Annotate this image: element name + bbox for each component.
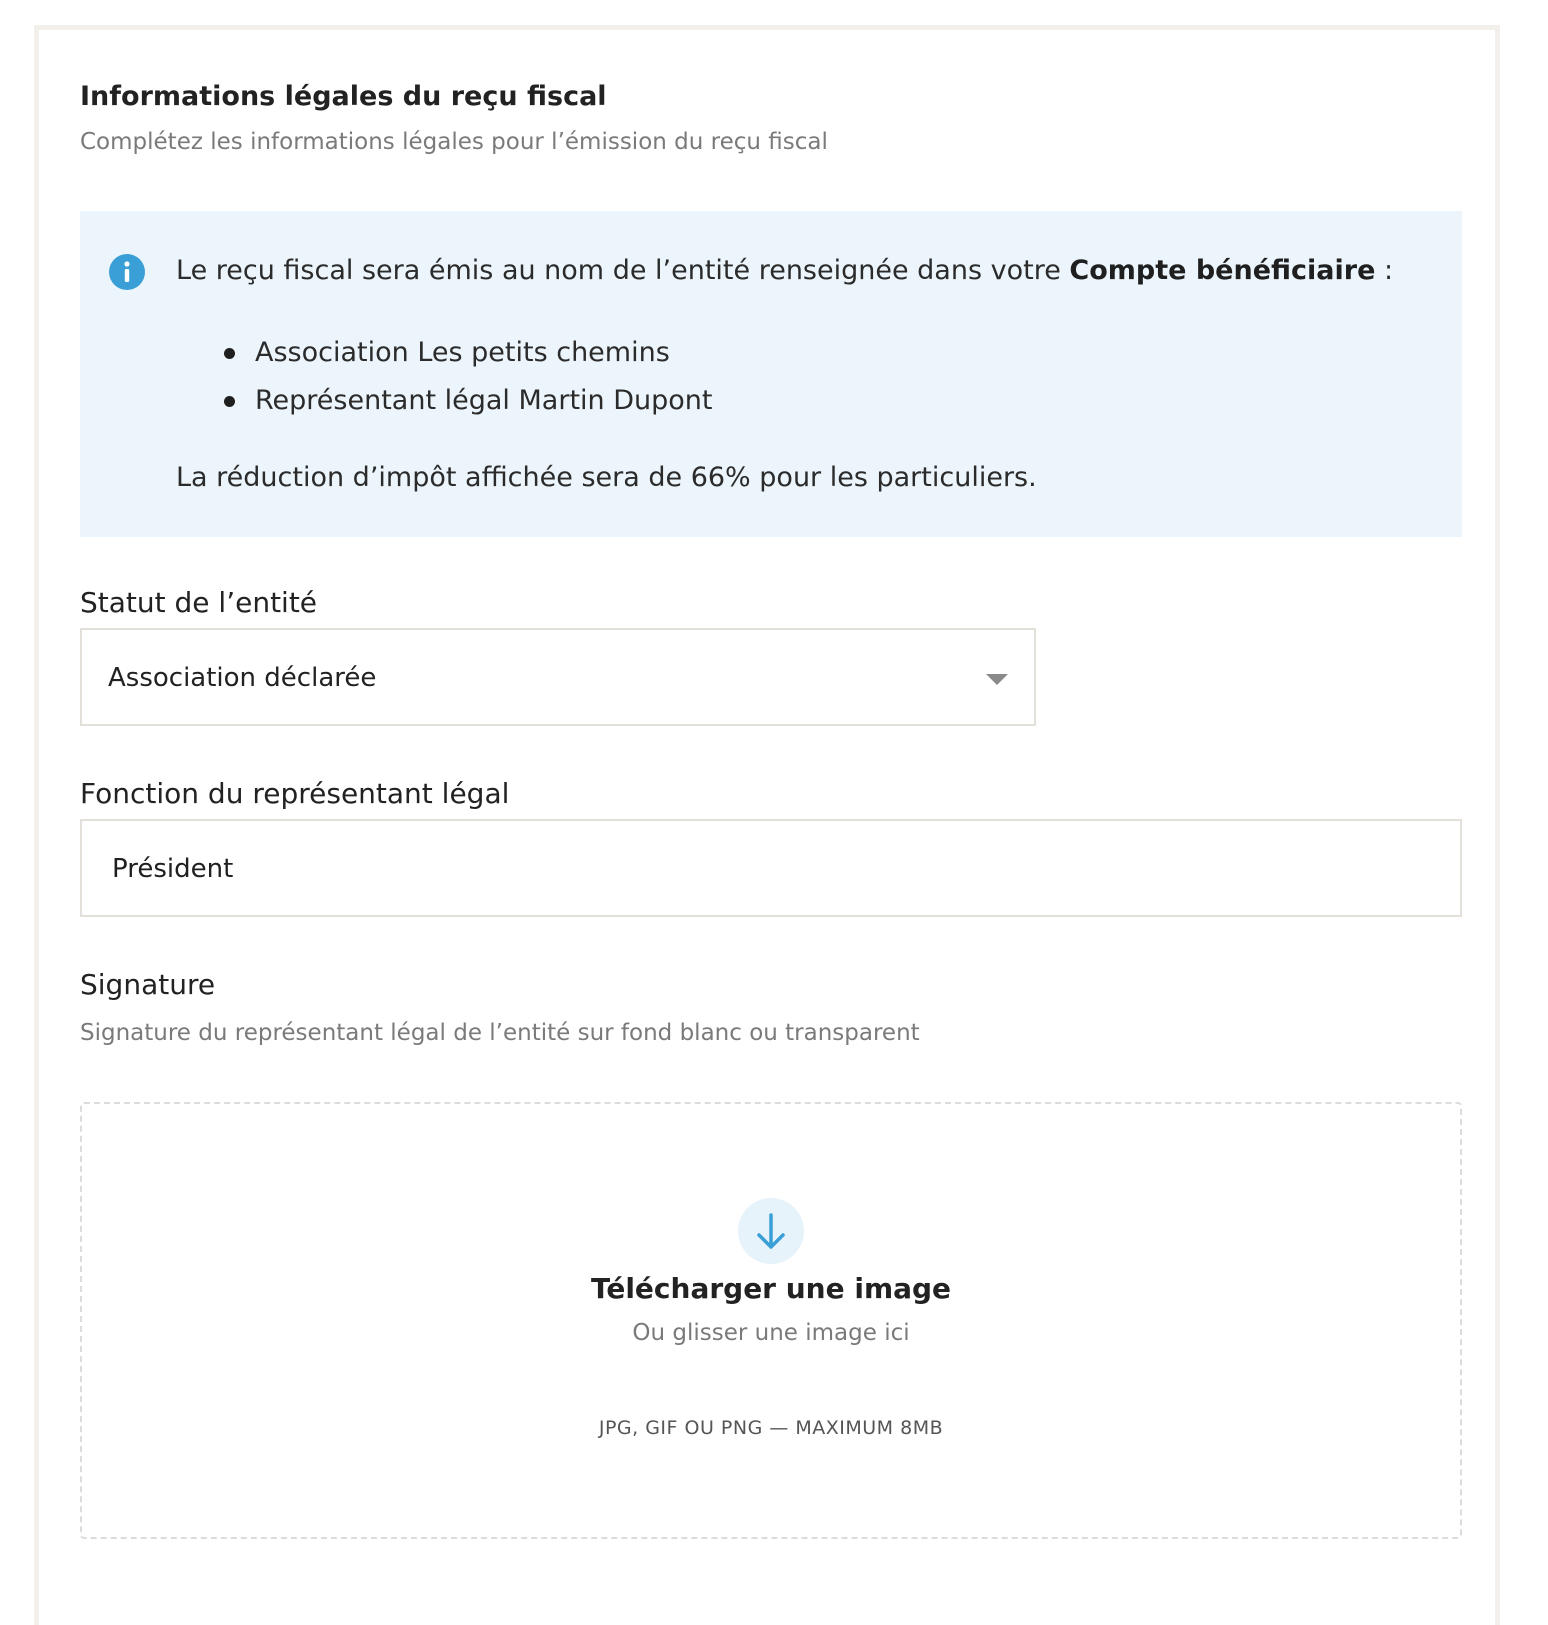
legal-rep-function-input[interactable] xyxy=(80,819,1462,917)
legal-rep-function-value: Président xyxy=(112,854,234,884)
signature-hint: Signature du représentant légal de l’entité sur fond blanc ou transparent xyxy=(80,1020,920,1046)
arrow-down-icon xyxy=(738,1198,804,1264)
list-item xyxy=(255,329,712,377)
list-item xyxy=(255,377,712,425)
info-intro-text: Le reçu fiscal sera émis au nom de l’entité renseignée dans votre xyxy=(176,255,1070,286)
upload-drag-hint: Ou glisser une image ici xyxy=(632,1320,910,1346)
info-intro xyxy=(176,255,1393,286)
tax-reduction-note: La réduction d’impôt affichée sera de 66% pour les particuliers. xyxy=(176,462,1037,493)
upload-constraints: JPG, GIF OU PNG — MAXIMUM 8MB xyxy=(598,1417,944,1439)
list-item-text: Représentant légal Martin Dupont xyxy=(255,385,713,416)
bullet-icon xyxy=(224,348,235,359)
upload-image-link[interactable]: Télécharger une image xyxy=(590,1272,952,1305)
section-subtitle: Complétez les informations légales pour l’émission du reçu fiscal xyxy=(80,129,828,155)
beneficiary-account-label: Compte bénéficiaire xyxy=(1069,255,1376,286)
entity-status-select[interactable] xyxy=(80,628,1036,726)
entity-details-list xyxy=(255,329,712,425)
entity-status-value: Association déclarée xyxy=(108,663,377,693)
info-callout xyxy=(80,211,1462,537)
legal-rep-function-label: Fonction du représentant légal xyxy=(80,777,510,810)
info-icon xyxy=(109,254,145,290)
chevron-down-icon xyxy=(986,674,1008,685)
list-item-text: Association Les petits chemins xyxy=(255,337,670,368)
bullet-icon xyxy=(224,396,235,407)
legal-info-card xyxy=(34,25,1500,1625)
info-intro-suffix: : xyxy=(1375,255,1394,286)
section-title: Informations légales du reçu fiscal xyxy=(80,81,607,112)
entity-status-label: Statut de l’entité xyxy=(80,586,318,619)
signature-upload-dropzone[interactable] xyxy=(80,1102,1462,1539)
signature-label: Signature xyxy=(80,968,216,1001)
